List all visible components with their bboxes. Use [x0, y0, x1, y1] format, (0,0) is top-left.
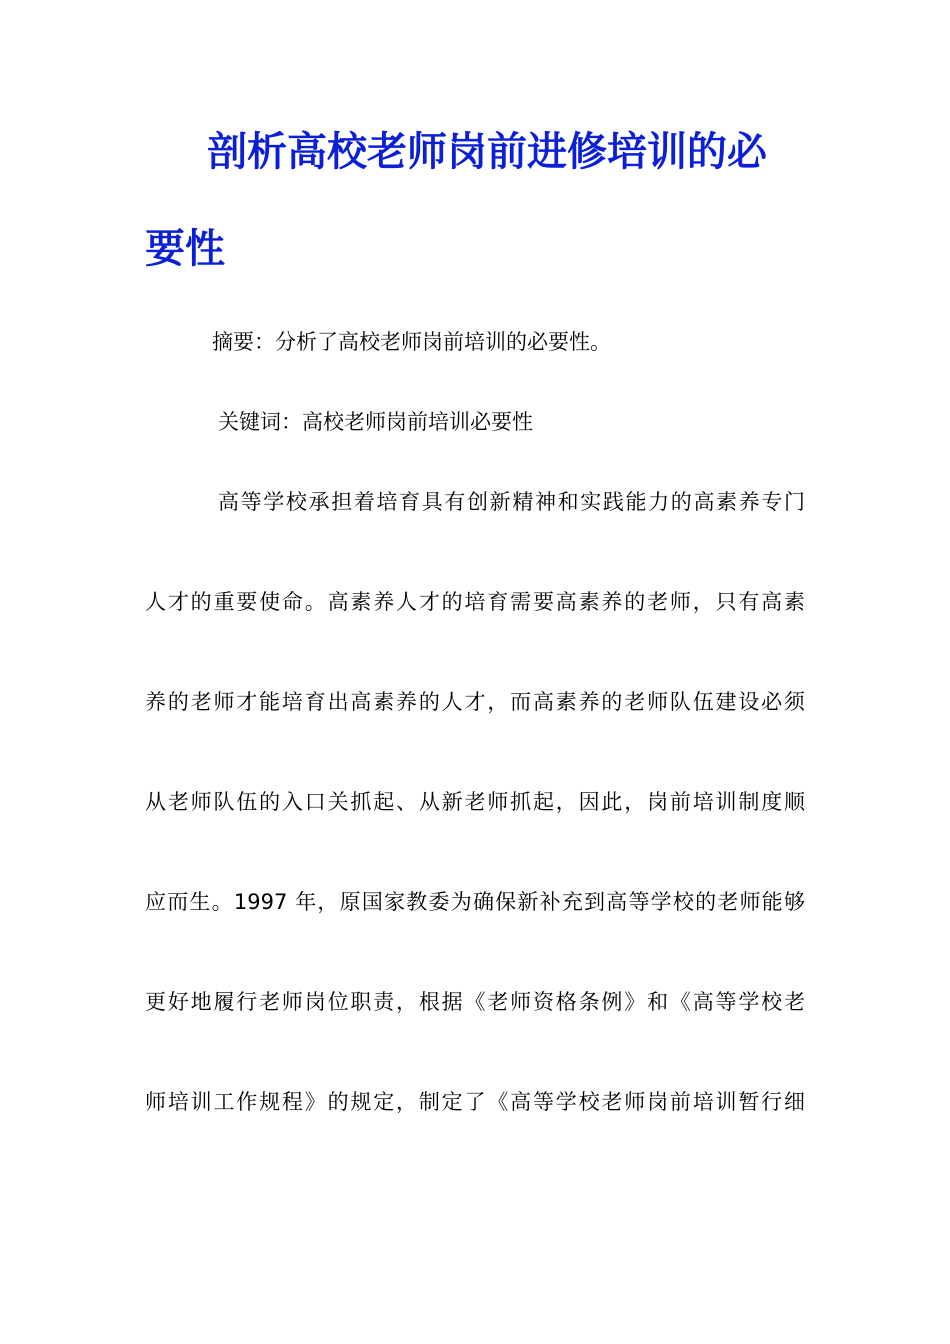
body-paragraph-line-2: 人才的重要使命。高素养人才的培育需要高素养的老师，只有高素 [145, 590, 805, 614]
body-paragraph-line-4: 从老师队伍的入口关抓起、从新老师抓起，因此，岗前培训制度顺 [145, 790, 805, 814]
body-paragraph-line-3: 养的老师才能培育出高素养的人才，而高素养的老师队伍建设必须 [145, 690, 805, 714]
keywords-text: 关键词：高校老师岗前培训必要性 [218, 410, 533, 434]
abstract-text: 摘要：分析了高校老师岗前培训的必要性。 [212, 330, 611, 354]
body-paragraph-line-5: 应而生。1997 年，原国家教委为确保新补充到高等学校的老师能够 [145, 890, 805, 914]
body-paragraph-line-6: 更好地履行老师岗位职责，根据《老师资格条例》和《高等学校老 [145, 990, 805, 1014]
body-paragraph-line-7: 师培训工作规程》的规定，制定了《高等学校老师岗前培训暂行细 [145, 1090, 805, 1114]
document-title-line-1: 剖析高校老师岗前进修培训的必 [207, 128, 767, 175]
body-paragraph-line-1: 高等学校承担着培育具有创新精神和实践能力的高素养专门 [218, 490, 805, 514]
document-title-line-2: 要性 [145, 225, 225, 272]
